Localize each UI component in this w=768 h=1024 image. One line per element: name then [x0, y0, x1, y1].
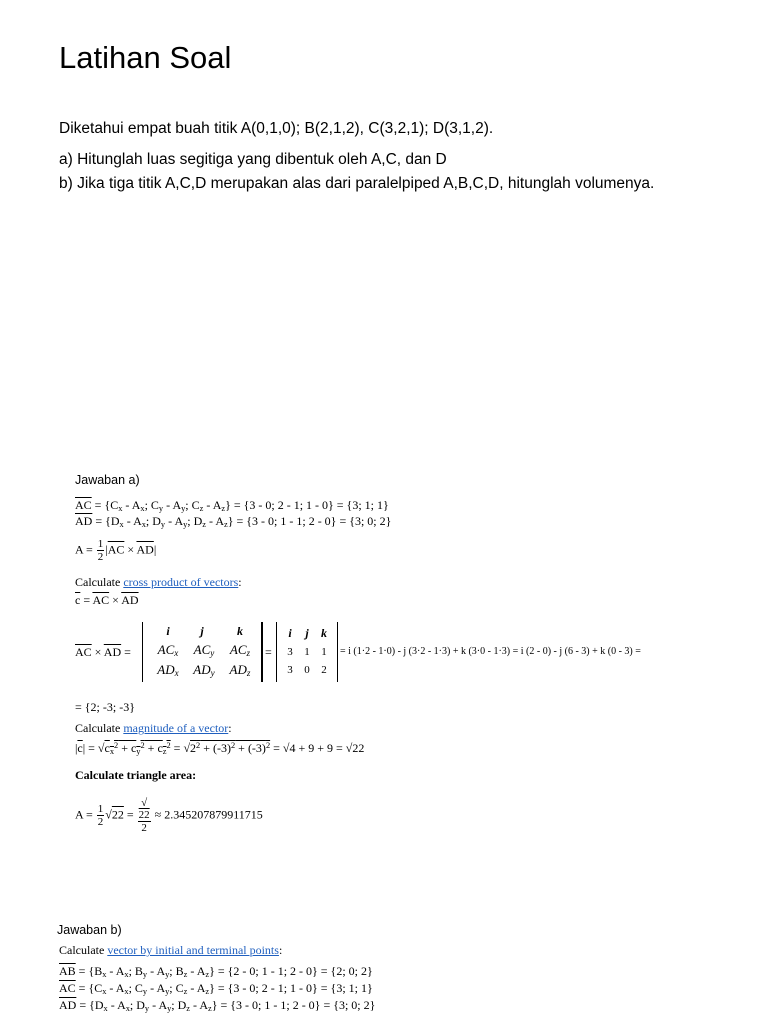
magnitude-link[interactable]: magnitude of a vector [123, 721, 229, 735]
ac-vector-line-b: $\overline{AC} = \{C_x - A_x$; $C_y - A_y$; $C_z - A_z\} = \{3 - 0$; 2 - 1; 1 - 0} = {3; 1; 1} [59, 981, 373, 996]
det-i: i [166, 624, 170, 638]
det-ac-x: $AC_x$ [157, 642, 179, 658]
cross-expansion: = i (1·2 - 1·0) - j (3·2 - 1·3) + k (3·0 - 1·3) = i (2 - 0) - j (6 - 3) + k (0 - 3) = [340, 646, 641, 657]
magnitude-heading: Calculate magnitude of a vector: [75, 721, 232, 735]
det-ad-z: $AD_z$ [229, 662, 251, 678]
magnitude-result: = √4 + 9 + 9 = √22 [273, 741, 365, 755]
vector-points-link[interactable]: vector by initial and terminal points [107, 943, 279, 957]
ad-vector-label: $\overline{AD}$ [75, 514, 93, 528]
magnitude-formula: $|\overline{c}| = √c_x^2 + c_y^2 + c_z^2 = √2^2 + (-3)^2 + (-3)^2 = √4 + 9 + 9 = √22$ [75, 741, 365, 756]
triangle-area-formula: A = $\frac{1}{2}$ √22 = √ 22 2 ≈ 2.345207879911715 [75, 797, 263, 834]
ac-vector-label: $\overline{AC}$ [75, 498, 92, 512]
problem-a: a) Hitunglah luas segitiga yang dibentuk oleh A,C, dan D [59, 151, 447, 168]
problem-intro: Diketahui empat buah titik A(0,1,0); B(2,1,2), C(3,2,1); D(3,1,2). [59, 120, 494, 137]
det-j: j [200, 624, 204, 638]
ac-vector-line: $\overline{AC} = \{C_x - A_x$; $C_y - A_y$; $C_z - A_z\} = \{3 - 0$; 2 - 1; 1 - 0} = {3; 1; 1} [75, 498, 389, 513]
problem-b: b) Jika tiga titik A,C,D merupakan alas dari paralelpiped A,B,C,D, hitunglah volumenya. [59, 175, 655, 192]
det-ac-y: $AC_y$ [193, 642, 215, 658]
det-ad-x: $AD_x$ [157, 662, 179, 678]
cross-product-heading: Calculate cross product of vectors: [75, 575, 242, 589]
ad-vector-value: = {3 - 0; 1 - 1; 2 - 0} = {3; 0; 2} [236, 514, 392, 528]
det-k: k [237, 624, 243, 638]
page-title: Latihan Soal [59, 40, 232, 75]
ad-vector-line-b: $\overline{AD} = \{D_x - A_x$; $D_y - A_y$; $D_z - A_z\} = \{3 - 0$; 1 - 1; 2 - 0} = {3; 0; 2} [59, 998, 376, 1013]
det-ac-z: $AC_z$ [229, 642, 251, 658]
triangle-area-value: ≈ 2.345207879911715 [154, 807, 263, 822]
ad-vector-line: $\overline{AD} = \{D_x - A_x$; $D_y - A_y$; $D_z - A_z\} = \{3 - 0$; 1 - 1; 2 - 0} = {3; 0; 2} [75, 514, 392, 529]
ac-vector-value: = {3 - 0; 2 - 1; 1 - 0} = {3; 1; 1} [233, 498, 389, 512]
answer-b-heading: Jawaban b) [57, 923, 122, 937]
det-ad-y: $AD_y$ [193, 662, 215, 678]
matrix-lhs: $\overline{AC} \times \overline{AD}$ = [75, 645, 131, 659]
answer-a-heading: Jawaban a) [75, 473, 140, 487]
cross-result: = {2; -3; -3} [75, 700, 135, 714]
cross-product-link[interactable]: cross product of vectors [123, 575, 239, 589]
c-definition: $\overline{c} = \overline{AC} \times \overline{AD}$ [75, 593, 139, 607]
vector-points-heading: Calculate vector by initial and terminal points: [59, 943, 283, 957]
area-formula: A = $\frac{1}{2}$ $|\overline{AC} \times \overline{AD}|$ [75, 538, 157, 563]
ab-vector-line: $\overline{AB} = \{B_x - A_x$; $B_y - A_y$; $B_z - A_z\} = \{2 - 0$; 1 - 1; 2 - 0} = {2; 0; 2} [59, 964, 373, 979]
triangle-area-heading: Calculate triangle area: [75, 768, 197, 782]
